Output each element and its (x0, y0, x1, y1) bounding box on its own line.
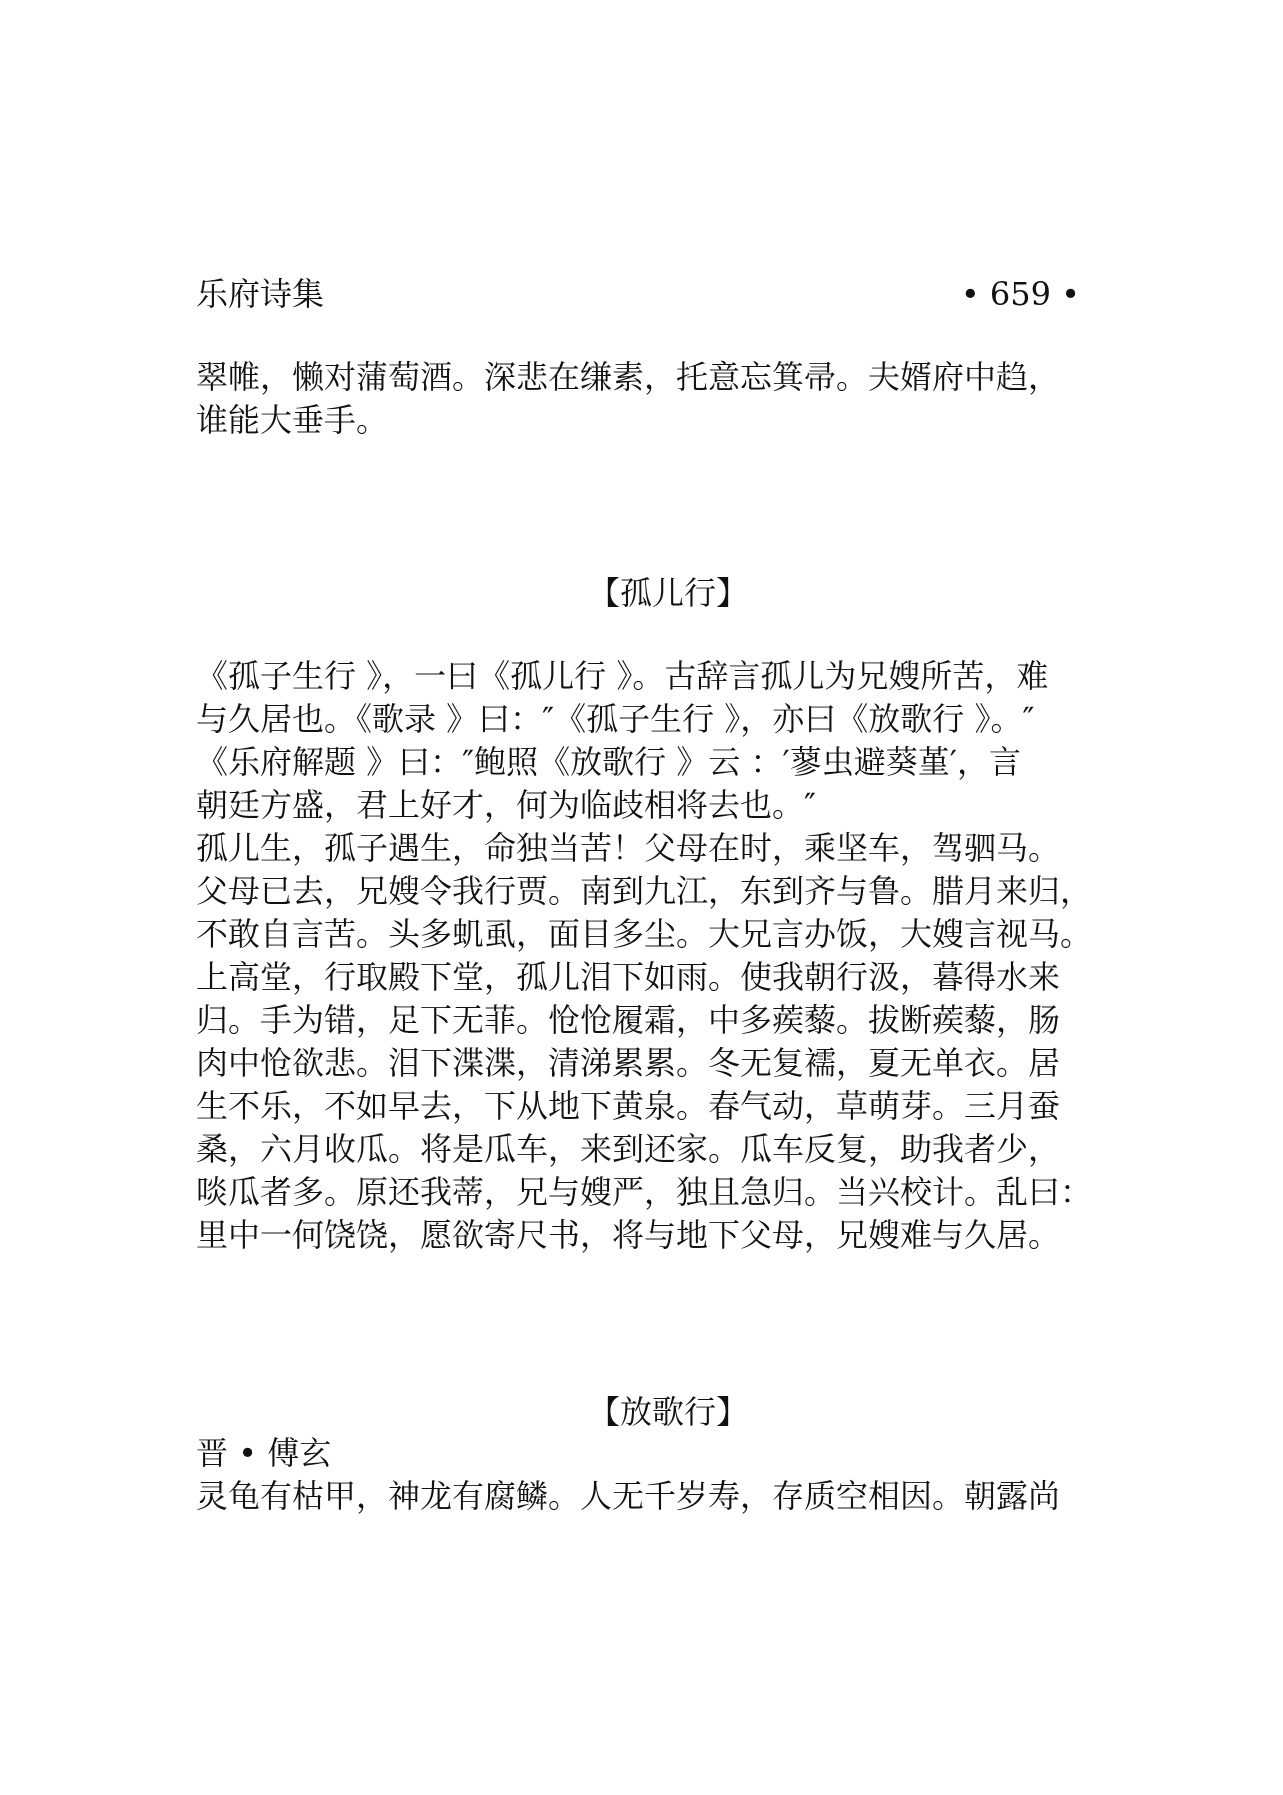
text-line: 桑，六月收瓜。将是瓜车，来到还家。瓜车反复，助我者少， (196, 1130, 1061, 1168)
text-line: 不敢自言苦。头多虮虱，面目多尘。大兄言办饭，大嫂言视马。 (196, 915, 1093, 953)
page-number: • 659 • (960, 275, 1080, 313)
text-line: 朝廷方盛，君上好才，何为临歧相将去也。″ (196, 786, 816, 824)
book-title: 乐府诗集 (196, 275, 325, 313)
text-line: 《孤子生行 》，一曰《孤儿行 》。古辞言孤儿为兄嫂所苦，难 (196, 657, 1049, 695)
text-line: 归。手为错，足下无菲。怆怆履霜，中多蒺藜。拔断蒺藜，肠 (196, 1001, 1061, 1039)
text-line: 里中一何饶饶，愿欲寄尺书，将与地下父母，兄嫂难与久居。 (196, 1216, 1061, 1254)
text-line: 《乐府解题 》曰：″鲍照《放歌行 》云 ：′蓼虫避葵堇′，言 (196, 743, 1022, 781)
text-line: 生不乐，不如早去，下从地下黄泉。春气动，草萌芽。三月蚕 (196, 1087, 1061, 1125)
text-line: 肉中怆欲悲。泪下渫渫，清涕累累。冬无复襦，夏无单衣。居 (196, 1044, 1061, 1082)
poem-author: 晋 • 傅玄 (196, 1434, 332, 1472)
section-body-fanggexing (196, 1475, 1126, 1518)
text-line: 翠帷，懒对蒲萄酒。深悲在缣素，托意忘箕帚。夫婿府中趋， (196, 358, 1061, 396)
section-title-guerxing: 【孤儿行】 (587, 574, 748, 612)
text-line: 上高堂，行取殿下堂，孤儿泪下如雨。使我朝行汲，暮得水来 (196, 958, 1061, 996)
text-line: 与久居也。《歌录 》曰：″《孤子生行 》，亦曰《放歌行 》。″ (196, 700, 1035, 738)
text-line: 灵龟有枯甲，神龙有腐鳞。人无千岁寿，存质空相因。朝露尚 (196, 1477, 1061, 1515)
continuation-text (196, 356, 1126, 442)
page-header (196, 272, 1080, 316)
text-line: 谁能大垂手。 (196, 401, 389, 439)
text-line: 啖瓜者多。原还我蒂，兄与嫂严，独且急归。当兴校计。乱曰： (196, 1173, 1093, 1211)
text-line: 父母已去，兄嫂令我行贾。南到九江，东到齐与鲁。腊月来归， (196, 872, 1093, 910)
section-body-guerxing (196, 655, 1126, 1257)
text-line: 孤儿生，孤子遇生，命独当苦！父母在时，乘坚车，驾驷马。 (196, 829, 1061, 867)
section-title-fanggexing: 【放歌行】 (587, 1393, 748, 1431)
